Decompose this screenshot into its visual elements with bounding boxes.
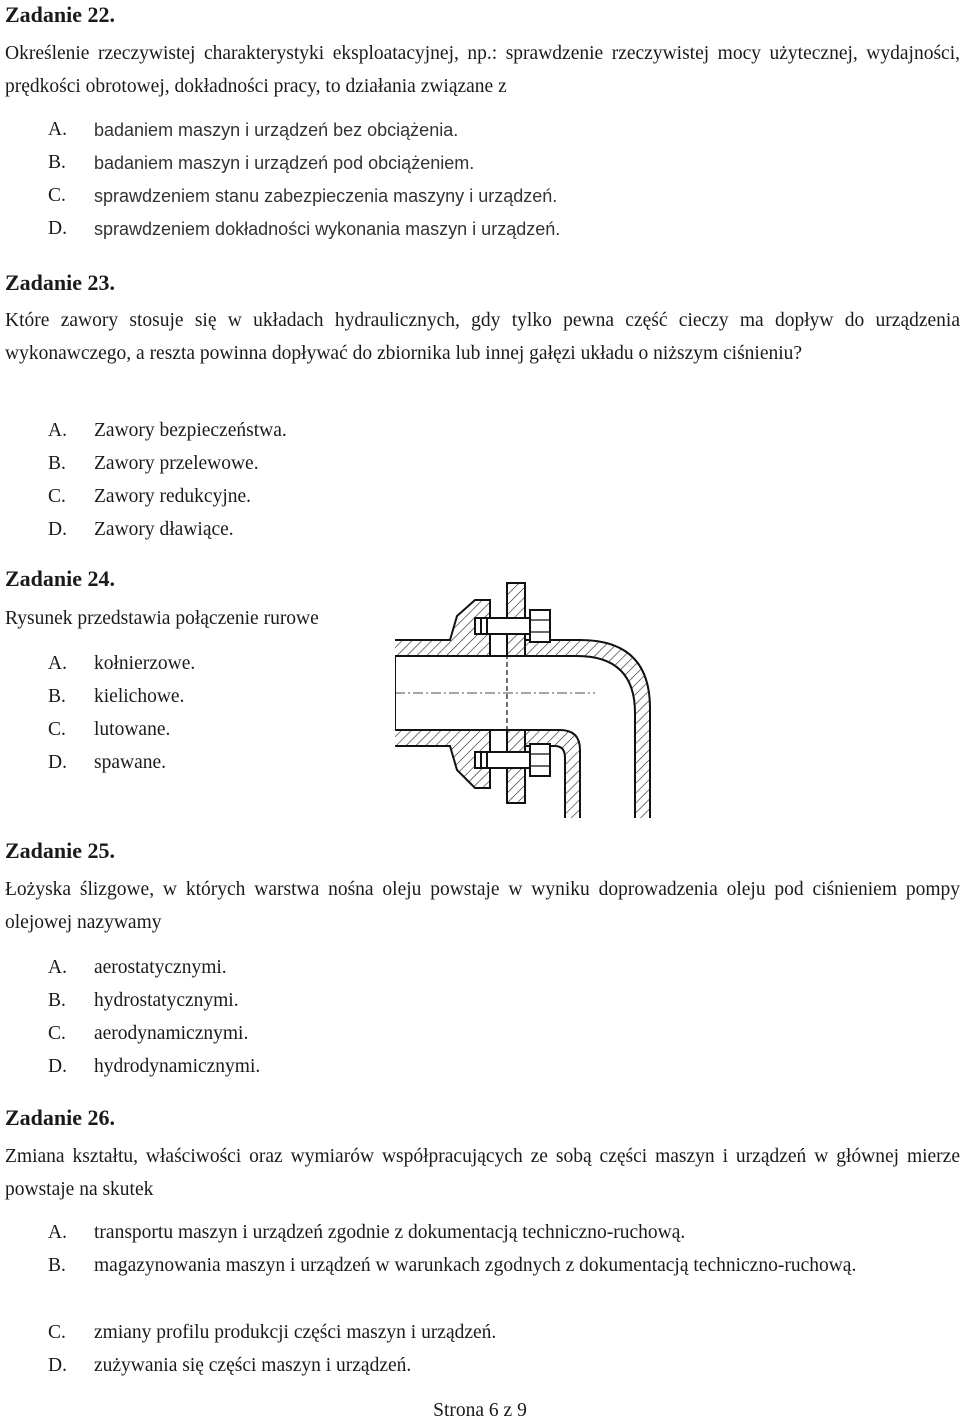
option-b[interactable]: B. kielichowe. [48,686,185,707]
option-a[interactable]: A. badaniem maszyn i urządzeń bez obciążenia. [48,119,459,140]
task-24-heading: Zadanie 24. [5,566,116,591]
option-b[interactable]: B. magazynowania maszyn i urządzeń w warunkach zgodnych z dokumentacją techniczno-ruchową. [48,1255,857,1276]
task-23-options [48,418,948,548]
option-d[interactable]: D. sprawdzeniem dokładności wykonania maszyn i urządzeń. [48,218,561,239]
task-25-options [48,955,948,1085]
option-b[interactable]: B. hydrostatycznymi. [48,990,239,1011]
option-b[interactable]: B. Zawory przelewowe. [48,453,259,474]
task-25-question: Łożyska ślizgowe, w których warstwa nośna oleju powstaje w wyniku doprowadzenia oleju pod ciśnieniem pompy olejowej nazywamy [5,879,960,933]
option-a[interactable]: A. Zawory bezpieczeństwa. [48,420,287,441]
task-26-question: Zmiana kształtu, właściwości oraz wymiarów współpracujących ze sobą części maszyn i urządzeń w głównej mierze powstaje na skutek [5,1146,960,1200]
option-a[interactable]: A. aerostatycznymi. [48,957,227,978]
option-d[interactable]: D. zużywania się części maszyn i urządzeń. [48,1355,412,1376]
option-c[interactable]: C. lutowane. [48,719,171,740]
option-b[interactable]: B. badaniem maszyn i urządzeń pod obciążeniem. [48,152,475,173]
task-22-heading: Zadanie 22. [5,2,116,27]
task-25-heading: Zadanie 25. [5,838,116,863]
task-24-question: Rysunek przedstawia połączenie rurowe [5,608,319,629]
task-22-options [48,117,948,247]
option-c[interactable]: C. Zawory redukcyjne. [48,486,252,507]
task-23-question: Które zawory stosuje się w układach hydraulicznych, gdy tylko pewna część cieczy ma dopływ do urządzenia wykonawczego, a reszta powinna dopływać do zbiornika lub innej gałęzi układu o niższym ciśnieniu? [5,310,960,364]
flanged-pipe-joint-drawing-icon [395,578,670,818]
task-26-options [48,1220,960,1380]
option-d[interactable]: D. spawane. [48,752,167,773]
task-24-options [48,651,378,781]
option-c[interactable]: C. sprawdzeniem stanu zabezpieczenia maszyny i urządzeń. [48,185,558,206]
option-c[interactable]: C. aerodynamicznymi. [48,1023,249,1044]
option-c[interactable]: C. zmiany profilu produkcji części maszyn i urządzeń. [48,1322,497,1343]
option-d[interactable]: D. Zawory dławiące. [48,519,234,540]
option-a[interactable]: A. transportu maszyn i urządzeń zgodnie z dokumentacją techniczno-ruchową. [48,1222,686,1243]
task-26-heading: Zadanie 26. [5,1105,116,1130]
option-d[interactable]: D. hydrodynamicznymi. [48,1056,261,1077]
task-23-heading: Zadanie 23. [5,270,116,295]
page-number: Strona 6 z 9 [433,1400,527,1421]
option-a[interactable]: A. kołnierzowe. [48,653,196,674]
task-22-question: Określenie rzeczywistej charakterystyki eksploatacyjnej, np.: sprawdzenie rzeczywistej mocy użytecznej, wydajności, prędkości obrotowej, dokładności pracy, to działania związane z [5,43,960,97]
